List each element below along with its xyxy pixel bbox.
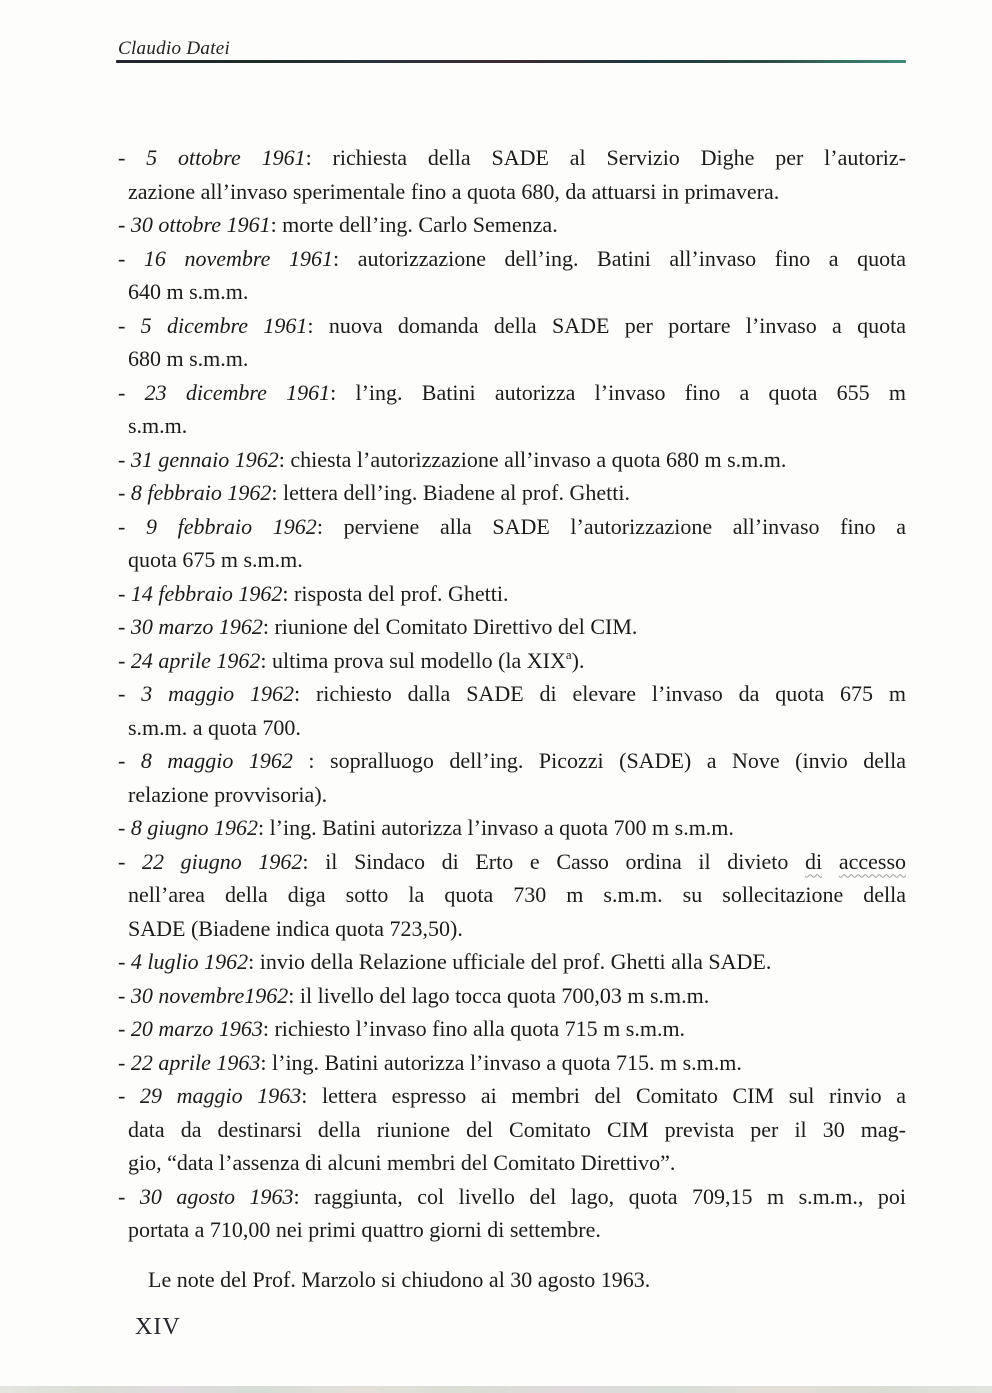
entry-line (118, 141, 907, 175)
timeline-entry (118, 141, 906, 208)
entry-line (128, 912, 906, 946)
entry-line (118, 1079, 907, 1113)
bullet-dash: - (118, 982, 131, 1008)
timeline-entry (118, 242, 906, 309)
entry-text: : perviene alla SADE l’autorizzazione all’invaso fino a (316, 513, 906, 539)
entry-text: gio, “data l’assenza di alcuni membri del Comitato Direttivo”. (128, 1150, 676, 1175)
entry-date: 16 novembre 1961 (143, 245, 334, 271)
entry-line (128, 409, 906, 443)
bullet-dash: - (118, 513, 146, 539)
entry-date: 4 luglio 1962 (130, 949, 249, 974)
bullet-dash: - (118, 245, 144, 271)
entry-line (118, 1046, 906, 1080)
bullet-dash: - (118, 1049, 131, 1075)
timeline-entry (118, 811, 906, 845)
entry-text: : morte dell’ing. Carlo Semenza. (270, 212, 558, 237)
bullet-dash: - (118, 480, 131, 505)
entry-text: s.m.m. a quota 700. (128, 714, 301, 740)
entry-text: : il livello del lago tocca quota 700,03 m s.m.m. (288, 982, 710, 1008)
timeline-entry (118, 610, 906, 644)
entry-date: 29 maggio 1963 (139, 1083, 302, 1108)
entry-line (118, 309, 907, 343)
entry-line (118, 208, 906, 242)
timeline-entry (118, 1079, 906, 1180)
bullet-dash: - (118, 681, 142, 706)
entry-date: 22 aprile 1963 (130, 1049, 261, 1075)
bullet-dash: - (118, 446, 131, 472)
timeline-entry (118, 376, 906, 443)
entry-line (118, 744, 906, 778)
entry-date: 8 febbraio 1962 (130, 480, 272, 505)
entry-line (118, 979, 906, 1013)
timeline-entry (118, 644, 906, 678)
entry-text: : il Sindaco di Erto e Casso ordina il divieto (302, 848, 806, 874)
entry-text: SADE (Biadene indica quota 723,50). (128, 915, 463, 941)
entry-date: 5 dicembre 1961 (140, 312, 308, 338)
bullet-dash: - (118, 1183, 140, 1209)
entry-text: relazione provvisoria). (128, 781, 328, 807)
entry-text: : lettera dell’ing. Biadene al prof. Ghetti. (271, 480, 630, 505)
bullet-dash: - (118, 1016, 131, 1041)
entry-date: 24 aprile 1962 (130, 647, 261, 673)
entry-text: 680 m s.m.m. (128, 346, 249, 371)
entry-date: 8 giugno 1962 (130, 815, 258, 840)
entry-text: : invio della Relazione ufficiale del prof. Ghetti alla SADE. (248, 949, 772, 974)
entry-text: quota 675 m s.m.m. (128, 547, 303, 572)
entry-text: portata a 710,00 nei primi quattro giorni di settembre. (128, 1217, 601, 1242)
entry-text: : ultima prova sul modello (la XIX (260, 647, 566, 673)
entry-text: zazione all’invaso sperimentale fino a quota 680, da attuarsi in primavera. (128, 178, 780, 204)
timeline-entry (118, 945, 906, 979)
pencil-underline: di (805, 848, 823, 874)
entry-date: 14 febbraio 1962 (130, 580, 283, 606)
scan-edge-artifact (0, 1386, 992, 1393)
entry-text: : riunione del Comitato Direttivo del CIM. (262, 614, 638, 639)
entry-text: : l’ing. Batini autorizza l’invaso a quota 700 m s.m.m. (257, 815, 734, 840)
bullet-dash: - (118, 614, 131, 639)
entry-date: 31 gennaio 1962 (130, 446, 279, 472)
bullet-dash: - (118, 748, 141, 773)
entry-line (128, 1146, 906, 1180)
timeline-entry (118, 845, 906, 946)
bullet-dash: - (118, 379, 145, 405)
entry-text: : l’ing. Batini autorizza l’invaso a quota 715. m s.m.m. (260, 1049, 742, 1075)
timeline-entry (118, 979, 906, 1013)
entry-line (118, 242, 906, 276)
entry-line (118, 1180, 906, 1214)
entry-line (118, 644, 906, 678)
timeline-entry (118, 744, 906, 811)
bullet-dash: - (118, 1083, 140, 1108)
bullet-dash: - (118, 145, 147, 170)
entry-line (118, 443, 906, 477)
timeline-entry (118, 476, 906, 510)
entry-line (128, 711, 906, 745)
entry-line (128, 778, 906, 812)
bullet-dash: - (118, 647, 131, 673)
timeline-entry (118, 208, 906, 242)
entry-date: 30 agosto 1963 (139, 1183, 294, 1209)
superscript-a: a (565, 646, 572, 662)
entry-line (128, 878, 906, 912)
entry-text: : sopralluogo dell’ing. Picozzi (SADE) a Nove (invio della (292, 748, 906, 773)
page-number: XIV (135, 1314, 181, 1340)
entry-text: 640 m s.m.m. (128, 279, 249, 304)
entry-date: 30 marzo 1962 (130, 614, 263, 639)
timeline-list (118, 141, 906, 1247)
entry-line (118, 577, 906, 611)
pencil-underline: accesso (838, 848, 907, 874)
entry-date: 20 marzo 1963 (130, 1016, 263, 1041)
entry-line (128, 1213, 906, 1247)
closing-note: Le note del Prof. Marzolo si chiudono al 30 agosto 1963. (148, 1266, 651, 1292)
entry-text: : richiesto dalla SADE di elevare l’invaso da quota 675 m (293, 681, 907, 706)
entry-text: : chiesta l’autorizzazione all’invaso a quota 680 m s.m.m. (278, 446, 787, 472)
bullet-dash: - (118, 580, 131, 606)
entry-text: : nuova domanda della SADE per portare l’invaso a quota (307, 312, 907, 338)
entry-date: 9 febbraio 1962 (145, 513, 317, 539)
entry-date: 30 novembre1962 (130, 982, 289, 1008)
entry-text: : lettera espresso ai membri del Comitato CIM sul rinvio a (301, 1083, 907, 1108)
timeline-entry (118, 577, 906, 611)
entry-line (118, 945, 906, 979)
bullet-dash: - (118, 312, 141, 338)
timeline-entry (118, 443, 906, 477)
entry-text: s.m.m. (128, 413, 188, 438)
entry-text: : l’ing. Batini autorizza l’invaso fino a quota 655 m (330, 379, 906, 405)
entry-text: : autorizzazione dell’ing. Batini all’invaso fino a quota (333, 245, 906, 271)
entry-line (118, 845, 907, 879)
bullet-dash: - (118, 848, 142, 874)
entry-text: : richiesto l’invaso fino alla quota 715 m s.m.m. (262, 1016, 686, 1041)
page-body (118, 141, 906, 1296)
entry-line (118, 811, 906, 845)
entry-date: 23 dicembre 1961 (144, 379, 331, 405)
entry-line (118, 677, 907, 711)
header-author: Claudio Datei (118, 38, 231, 59)
entry-line (118, 610, 906, 644)
entry-line (128, 342, 906, 376)
entry-date: 5 ottobre 1961 (146, 145, 306, 170)
entry-line (118, 1012, 906, 1046)
timeline-entry (118, 677, 906, 744)
entry-date: 3 maggio 1962 (141, 681, 294, 706)
bullet-dash: - (118, 949, 131, 974)
entry-line (128, 1113, 906, 1147)
timeline-entry (118, 309, 906, 376)
timeline-entry (118, 510, 906, 577)
entry-text: : risposta del prof. Ghetti. (282, 580, 509, 606)
bullet-dash: - (118, 212, 131, 237)
entry-text: data da destinarsi della riunione del Comitato CIM prevista per il 30 mag- (128, 1116, 906, 1142)
timeline-entry (118, 1046, 906, 1080)
entry-line (118, 476, 906, 510)
timeline-entry (118, 1012, 906, 1046)
entry-line (118, 376, 906, 410)
entry-text: : raggiunta, col livello del lago, quota 709,15 m s.m.m., poi (293, 1183, 906, 1209)
entry-line (118, 510, 906, 544)
entry-date: 8 maggio 1962 (140, 748, 293, 773)
bullet-dash: - (118, 815, 131, 840)
entry-line (128, 175, 906, 209)
entry-date: 30 ottobre 1961 (130, 212, 271, 237)
entry-line (128, 275, 906, 309)
entry-text: nell’area della diga sotto la quota 730 m s.m.m. su sollecitazione della (128, 882, 906, 907)
header-divider-rule (116, 60, 906, 63)
entry-text (822, 849, 839, 874)
entry-line (128, 543, 906, 577)
entry-text: ). (571, 647, 585, 673)
entry-text: : richiesta della SADE al Servizio Dighe per l’autoriz- (305, 145, 907, 170)
entry-date: 22 giugno 1962 (141, 848, 303, 874)
timeline-entry (118, 1180, 906, 1247)
